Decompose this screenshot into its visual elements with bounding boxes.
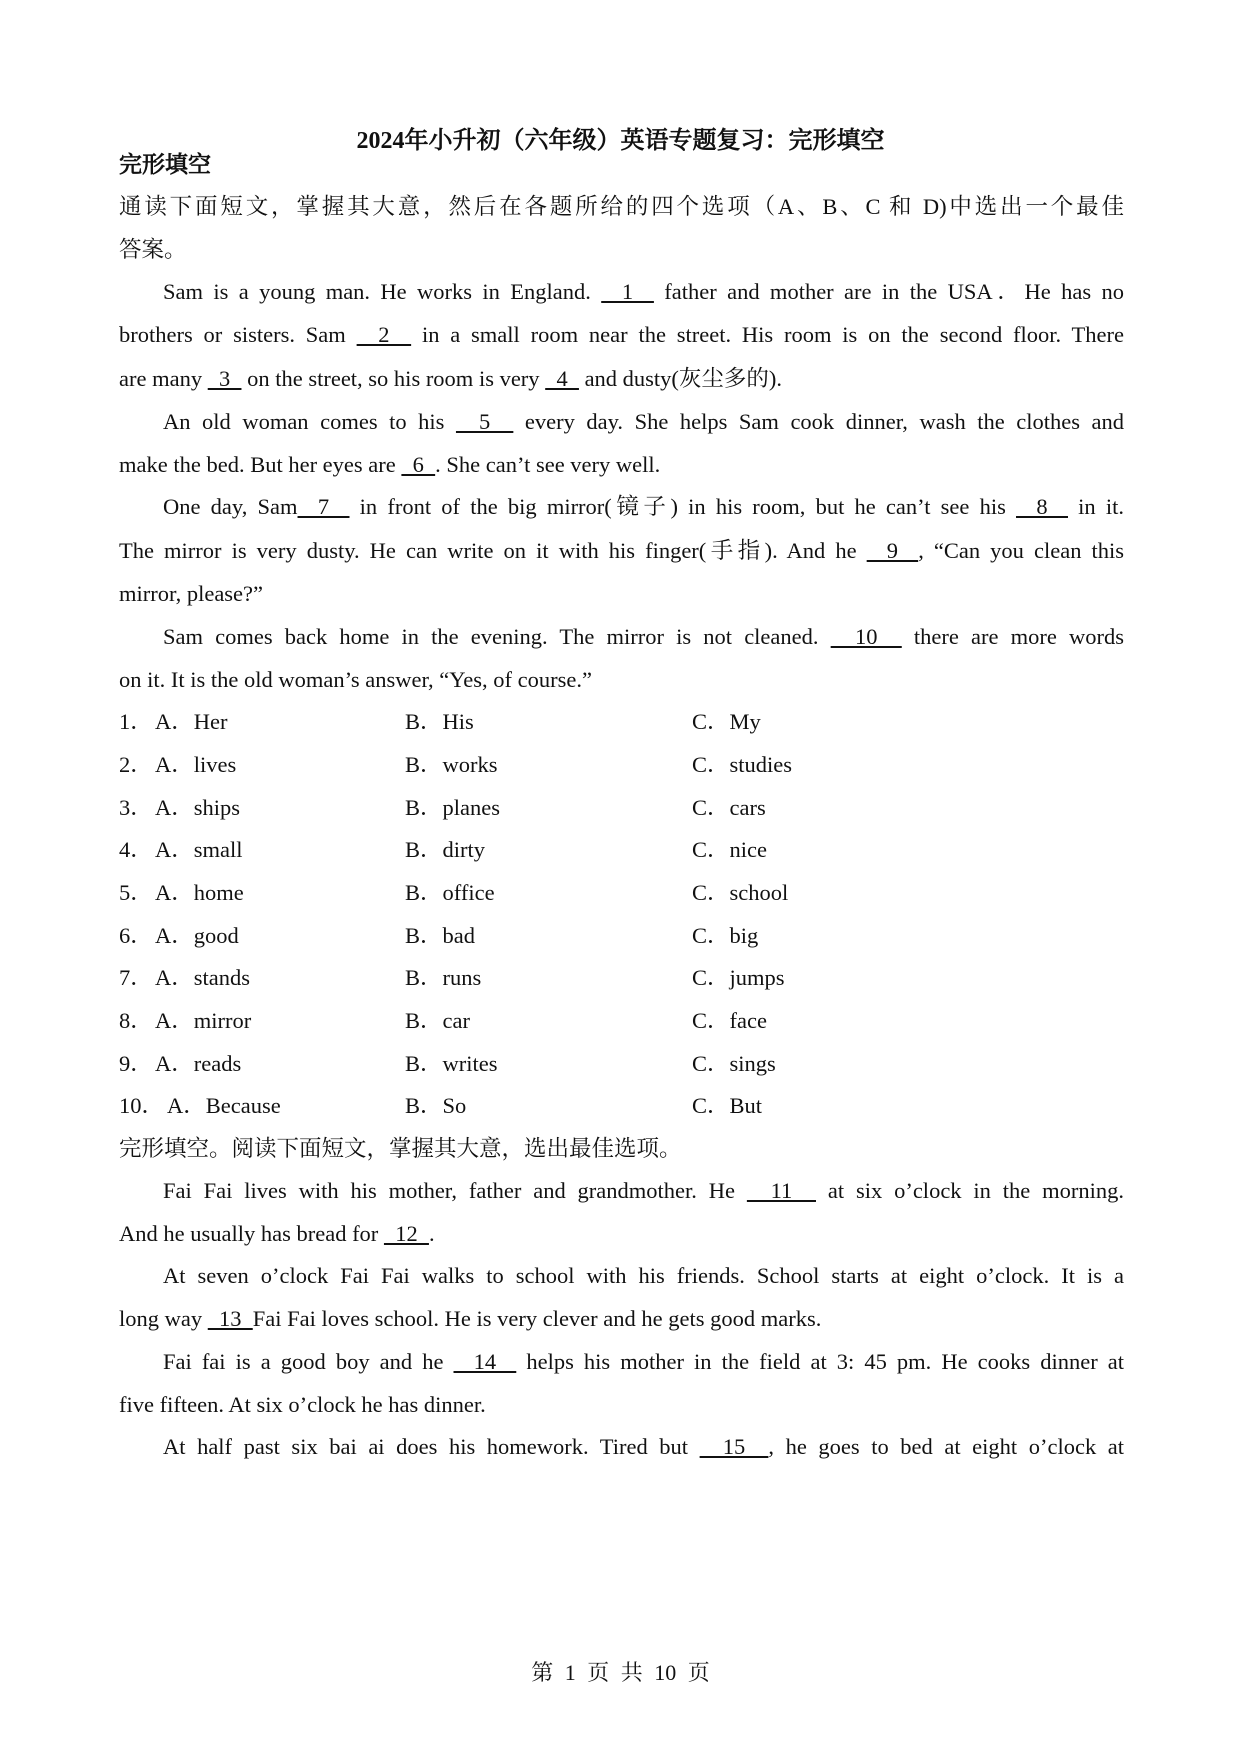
instruction-line: 答案。 (119, 237, 187, 262)
question-number: 2． (119, 752, 153, 777)
blank: 14 (453, 1349, 517, 1374)
passage-text: at six o’clock in the morning. (816, 1178, 1124, 1203)
option-c: C．face (692, 1008, 767, 1033)
passage-line (119, 450, 1124, 480)
passage-text: At half past six bai ai does his homework. Tired but (163, 1434, 700, 1459)
option-b: B．bad (405, 923, 475, 948)
passage-line (163, 277, 1124, 307)
blank: 5 (455, 409, 514, 434)
question-number: 9． (119, 1051, 153, 1076)
passage-line (119, 536, 1124, 566)
passage-text: in a small room near the street. His room is on the second floor. There (411, 322, 1125, 347)
passage-line (163, 1176, 1124, 1206)
blank: 13 (207, 1306, 253, 1331)
passage-text: make the bed. But her eyes are (119, 452, 402, 477)
option-b: B．writes (405, 1051, 498, 1076)
option-a: A．small (155, 837, 243, 862)
passage-text: , “Can you clean this (918, 538, 1125, 563)
option-c: C．jumps (692, 965, 785, 990)
passage-text: long way (119, 1306, 208, 1331)
option-c: C．school (692, 880, 789, 905)
option-a: A．home (155, 880, 244, 905)
passage-line (163, 1261, 1124, 1291)
question-number: 6． (119, 923, 153, 948)
option-a: A．ships (155, 795, 241, 820)
question-number: 7． (119, 965, 153, 990)
passage-line (119, 1390, 1124, 1420)
question-number: 10． (119, 1093, 165, 1118)
option-a: A．reads (155, 1051, 242, 1076)
passage-text: mirror, please?” (119, 581, 264, 606)
question-number: 5． (119, 880, 153, 905)
question-number: 4． (119, 837, 153, 862)
option-b: B．dirty (405, 837, 486, 862)
passage-text: One day, Sam (163, 494, 298, 519)
option-c: C．studies (692, 752, 793, 777)
passage-text: The mirror is very dusty. He can write on it with his finger(手指). And he (119, 538, 867, 563)
passage-text: are many (119, 366, 208, 391)
option-a: A．lives (155, 752, 237, 777)
option-a: A．good (155, 923, 239, 948)
option-c: C．sings (692, 1051, 776, 1076)
passage-text: helps his mother in the field at 3: 45 pm. He cooks dinner at (516, 1349, 1125, 1374)
option-a: A．mirror (155, 1008, 252, 1033)
passage-line (163, 407, 1124, 437)
passage-line (119, 665, 1124, 695)
passage-text: . She can’t see very well. (435, 452, 661, 477)
blank: 10 (830, 624, 902, 649)
blank: 15 (699, 1434, 769, 1459)
passage-text: Fai Fai lives with his mother, father and grandmother. He (163, 1178, 747, 1203)
passage-text: An old woman comes to his (163, 409, 456, 434)
passage-text: on the street, so his room is very (241, 366, 546, 391)
option-b: B．His (405, 709, 474, 734)
blank: 6 (401, 452, 436, 477)
passage-line (119, 1304, 1124, 1334)
passage-text: Sam is a young man. He works in England. (163, 279, 602, 304)
option-c: C．nice (692, 837, 767, 862)
question-number: 3． (119, 795, 153, 820)
passage-text: Sam comes back home in the evening. The mirror is not cleaned. (163, 624, 831, 649)
passage-line (119, 1219, 1124, 1249)
blank: 2 (356, 322, 412, 347)
blank: 9 (866, 538, 919, 563)
passage-line (119, 579, 1124, 609)
option-b: B．So (405, 1093, 467, 1118)
passage-line (119, 320, 1124, 350)
passage-text: and dusty(灰尘多的). (578, 366, 783, 391)
blank: 7 (297, 494, 350, 519)
passage-text: Fai fai is a good boy and he (163, 1349, 454, 1374)
option-b: B．car (405, 1008, 470, 1033)
passage-text: every day. She helps Sam cook dinner, wash the clothes and (513, 409, 1125, 434)
blank: 11 (746, 1178, 816, 1203)
passage-line (163, 622, 1124, 652)
passage-text: in it. (1068, 494, 1124, 519)
passage-text: brothers or sisters. Sam (119, 322, 357, 347)
passage-text: . (428, 1221, 435, 1246)
option-c: C．big (692, 923, 759, 948)
passage-text: on it. It is the old woman’s answer, “Yes, of course.” (119, 667, 592, 692)
passage-text: there are more words (901, 624, 1125, 649)
passage-text: five fifteen. At six o’clock he has dinner. (119, 1392, 486, 1417)
option-c: C．But (692, 1093, 763, 1118)
option-a: A．stands (155, 965, 250, 990)
passage-text: in front of the big mirror(镜子) in his room, but he can’t see his (349, 494, 1017, 519)
question-number: 8． (119, 1008, 153, 1033)
passage-line (119, 364, 1124, 394)
passage-text: father and mother are in the USA．He has no (653, 279, 1125, 304)
passage-line (163, 1347, 1124, 1377)
section-instruction: 完形填空。阅读下面短文，掌握其大意，选出最佳选项。 (119, 1136, 682, 1161)
instruction-line: 通读下面短文，掌握其大意，然后在各题所给的四个选项（A、B、C 和 D)中选出一个最佳 (119, 194, 1124, 219)
passage-text: At seven o’clock Fai Fai walks to school with his friends. School starts at eight o’clock. It is a (163, 1263, 1124, 1288)
option-b: B．runs (405, 965, 482, 990)
section-heading: 完形填空 (119, 152, 211, 177)
passage-text: , he goes to bed at eight o’clock at (768, 1434, 1125, 1459)
blank: 3 (207, 366, 242, 391)
option-c: C．My (692, 709, 761, 734)
passage-text: Fai Fai loves school. He is very clever and he gets good marks. (252, 1306, 822, 1331)
blank: 1 (601, 279, 654, 304)
page-title: 2024年小升初（六年级）英语专题复习：完形填空 (356, 128, 885, 154)
option-b: B．planes (405, 795, 500, 820)
question-number: 1． (119, 709, 153, 734)
blank: 4 (545, 366, 579, 391)
blank: 12 (383, 1221, 429, 1246)
option-b: B．office (405, 880, 495, 905)
blank: 8 (1016, 494, 1068, 519)
option-b: B．works (405, 752, 498, 777)
option-c: C．cars (692, 795, 766, 820)
option-a: A．Because (167, 1093, 281, 1118)
passage-line (163, 492, 1124, 522)
passage-line (163, 1432, 1124, 1462)
passage-text: And he usually has bread for (119, 1221, 384, 1246)
option-a: A．Her (155, 709, 228, 734)
page-footer: 第 1 页 共 10 页 (531, 1660, 710, 1685)
